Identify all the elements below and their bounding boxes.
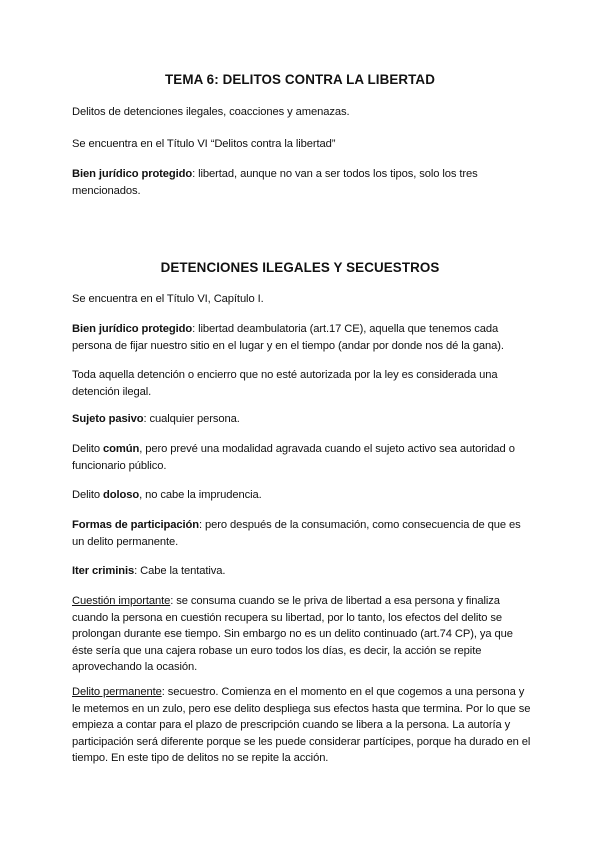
section-paragraph-7 (72, 517, 532, 550)
intro-paragraph-2: Se encuentra en el Título VI “Delitos contra la libertad” (72, 138, 336, 150)
paragraph-text: , no cabe la imprudencia. (139, 489, 262, 501)
bold-term: doloso (103, 489, 140, 501)
bold-term: Bien jurídico protegido (72, 168, 193, 180)
bold-term: Sujeto pasivo (72, 413, 144, 425)
paragraph-text: Delito (72, 443, 104, 455)
section-paragraph-1: Se encuentra en el Título VI, Capítulo I. (72, 293, 264, 305)
section-paragraph-8 (72, 563, 532, 580)
paragraph-text: : Cabe la tentativa. (134, 565, 226, 577)
underlined-term: Delito permanente (72, 686, 162, 698)
underlined-term: Cuestión importante (72, 595, 171, 607)
section-paragraph-2 (72, 321, 532, 354)
paragraph-text: : cualquier persona. (143, 413, 240, 425)
bold-term: común (103, 443, 140, 455)
bold-term: Iter criminis (72, 565, 135, 577)
intro-paragraph-1: Delitos de detenciones ilegales, coacciones y amenazas. (72, 106, 350, 118)
section-paragraph-6 (72, 487, 532, 504)
bold-term: Formas de participación (72, 519, 200, 531)
paragraph-text: : libertad deambulatoria (art.17 CE), aquella que tenemos cada persona de fijar nuestro sitio en el lugar y en el tiempo (andar por donde nos dé la gana). (72, 323, 504, 352)
paragraph-text: : libertad, aunque no van a ser todos los tipos, solo los tres mencionados. (72, 168, 478, 197)
section-paragraph-5 (72, 441, 532, 474)
section-paragraph-9 (72, 593, 532, 676)
section-paragraph-4 (72, 411, 532, 428)
section-paragraph-10 (72, 684, 532, 767)
paragraph-text: : secuestro. Comienza en el momento en el que cogemos a una persona y le metemos en un zulo, pero ese delito despliega sus efectos hasta que termina. Por lo que se empieza a contar para el plazo de prescripción cuando se libera a la persona. La autoría y participación será diferente porque se les puede considerar partícipes, porque ha durado en el tiempo. En este tipo de delitos no se repite la acción. (72, 686, 531, 765)
paragraph-text: Delito (72, 489, 104, 501)
paragraph-text: : pero después de la consumación, como consecuencia de que es un delito permanente. (72, 519, 521, 548)
section-title: DETENCIONES ILEGALES Y SECUESTROS (160, 260, 440, 275)
section-paragraph-3: Toda aquella detención o encierro que no esté autorizada por la ley es considerada una detención ilegal. (72, 369, 498, 398)
document-title: TEMA 6: DELITOS CONTRA LA LIBERTAD (165, 72, 435, 87)
intro-paragraph-3 (72, 166, 532, 199)
paragraph-text: , pero prevé una modalidad agravada cuando el sujeto activo sea autoridad o funcionario público. (72, 443, 515, 472)
bold-term: Bien jurídico protegido (72, 323, 193, 335)
paragraph-text: : se consuma cuando se le priva de libertad a esa persona y finaliza cuando la persona en cuestión recupera su libertad, por lo tanto, los efectos del delito se prolongan durante ese tiempo. Sin embargo no es un delito continuado (art.74 CP), ya que éste sería que una cajera robase un euro todos los días, es decir, la acción se repite aprovechando la ocasión. (72, 595, 513, 674)
